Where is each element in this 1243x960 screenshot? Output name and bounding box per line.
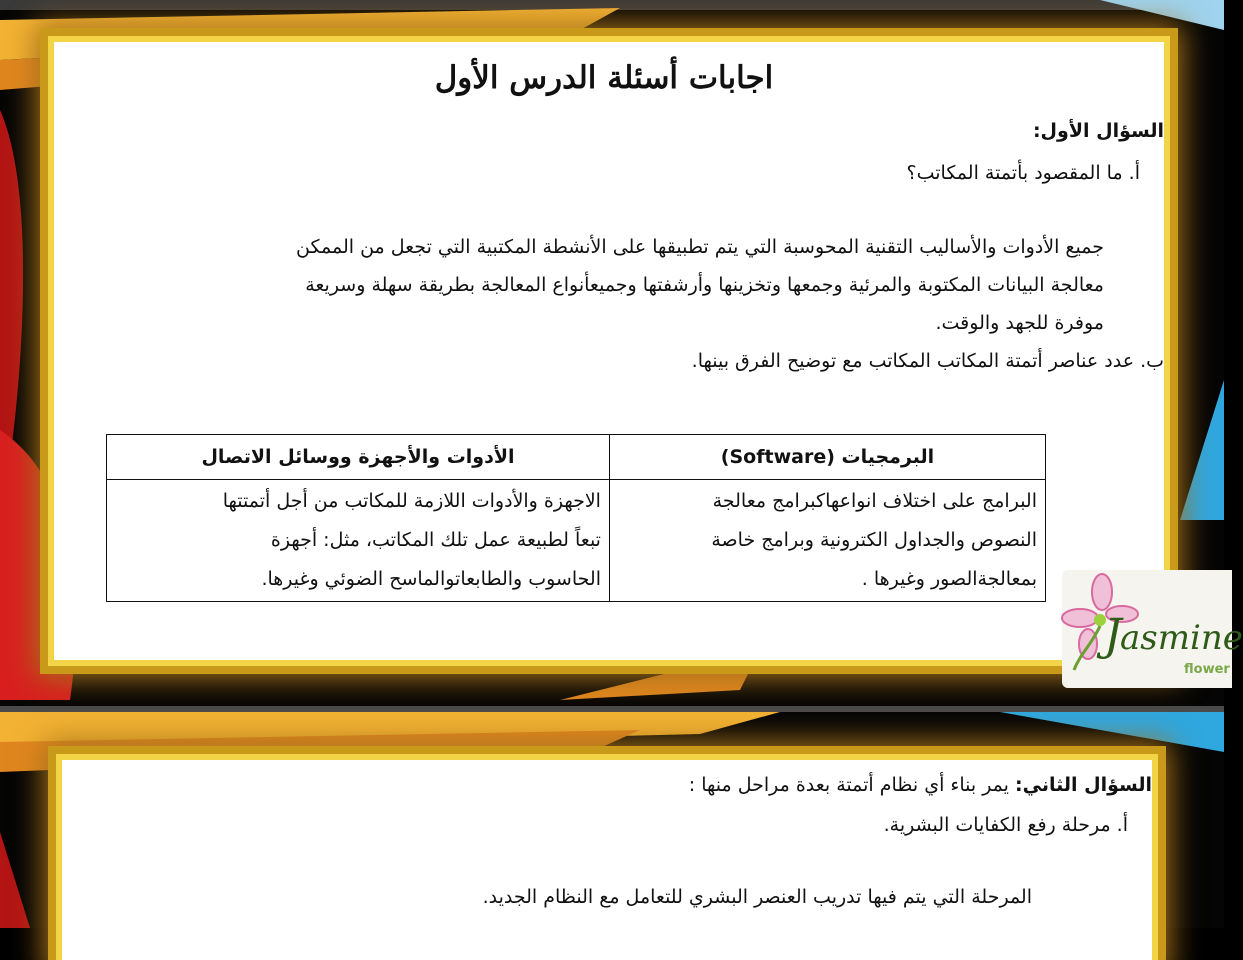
table-cell-software xyxy=(609,480,1045,602)
question-1-heading: السؤال الأول: xyxy=(1032,120,1164,142)
slide-2 xyxy=(0,712,1224,928)
logo-text: asmine xyxy=(1120,618,1243,658)
table-cell-hardware xyxy=(107,480,610,602)
answer-1a-line-3: موفرة للجهد والوقت. xyxy=(935,312,1104,334)
logo-initial: J xyxy=(1104,610,1122,661)
cell-line: النصوص والجداول الكترونية وبرامج خاصة xyxy=(711,529,1037,551)
table-header-row xyxy=(107,435,1046,480)
question-2 xyxy=(689,766,1152,804)
answer-card xyxy=(54,42,1164,660)
cell-line: بمعالجةالصور وغيرها . xyxy=(861,568,1037,590)
jasmine-logo xyxy=(1062,570,1243,688)
comparison-table xyxy=(106,434,1046,602)
logo-subtext: flower xyxy=(1184,662,1230,677)
answer-2a: المرحلة التي يتم فيها تدريب العنصر البشري للتعامل مع النظام الجديد. xyxy=(482,886,1032,908)
table-row xyxy=(107,480,1046,602)
cell-line: الاجهزة والأدوات اللازمة للمكاتب من أجل أتمتتها xyxy=(222,490,601,512)
question-1b: ب. عدد عناصر أتمتة المكاتب المكاتب مع توضيح الفرق بينها. xyxy=(691,350,1164,372)
table-header-software: البرمجيات (Software) xyxy=(609,435,1045,480)
answer-1a-line-1: جميع الأدوات والأساليب التقنية المحوسبة التي يتم تطبيقها على الأنشطة المكتبية التي تجعل من الممكن xyxy=(296,236,1104,258)
answer-1a-line-2: معالجة البيانات المكتوبة والمرئية وجمعها وتخزينها وأرشفتها وجميعأنواع المعالجة بطريقة سهلة وسريعة xyxy=(305,274,1104,296)
question-2-label: السؤال الثاني: xyxy=(1015,774,1152,796)
cell-line: الحاسوب والطابعاتوالماسح الضوئي وغيرها. xyxy=(261,568,601,590)
page-title: اجابات أسئلة الدرس الأول xyxy=(434,60,774,96)
question-2-text: يمر بناء أي نظام أتمتة بعدة مراحل منها : xyxy=(688,774,1015,796)
question-1a: أ. ما المقصود بأتمتة المكاتب؟ xyxy=(906,162,1140,184)
cell-line: البرامج على اختلاف انواعهاكبرامج معالجة xyxy=(712,490,1037,512)
cell-line: تبعاً لطبيعة عمل تلك المكاتب، مثل: أجهزة xyxy=(270,529,601,551)
table-header-hardware: الأدوات والأجهزة ووسائل الاتصال xyxy=(107,435,610,480)
answer-card-2 xyxy=(62,760,1152,960)
question-2a: أ. مرحلة رفع الكفايات البشرية. xyxy=(883,814,1128,836)
